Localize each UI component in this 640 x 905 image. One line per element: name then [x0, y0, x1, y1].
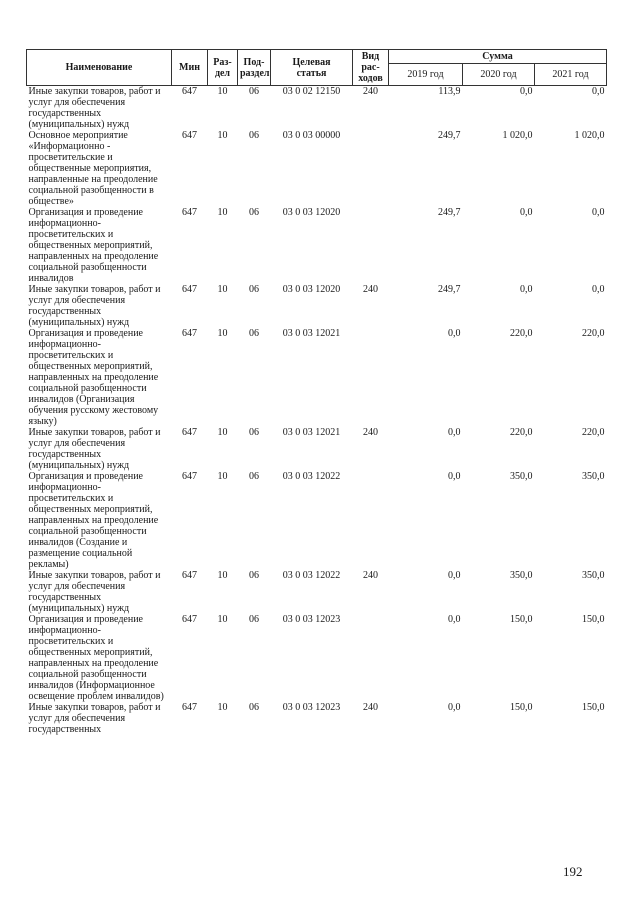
- budget-table: [26, 49, 607, 735]
- row-vid: [353, 614, 389, 702]
- row-min: 647: [182, 86, 197, 97]
- row-min: 647: [182, 284, 197, 295]
- row-name: Организация и проведение информационно-просветительских и общественных мероприятий, направленных на преодоление социальной разобщенности инвалидов (Информационное освещение проблем инвалидов): [28, 614, 164, 702]
- table-row: [27, 570, 607, 614]
- row-podrazdel: 06: [249, 570, 259, 581]
- row-min: 647: [182, 328, 197, 339]
- row-vid: 240: [363, 427, 378, 438]
- row-amount-2019: 249,7: [438, 207, 461, 218]
- row-amount-2019: 0,0: [448, 471, 461, 482]
- header-target: Целевая статья: [271, 50, 353, 86]
- row-amount-2021: 0,0: [592, 86, 605, 97]
- row-razdel: 10: [217, 702, 228, 713]
- row-amount-2020: 0,0: [520, 207, 533, 218]
- row-amount-2020: 150,0: [510, 614, 533, 625]
- page-number: 192: [563, 864, 583, 879]
- row-amount-2021: 0,0: [592, 207, 605, 218]
- row-name: Иные закупки товаров, работ и услуг для обеспечения государственных (муниципальных) нужд: [28, 427, 161, 471]
- row-vid: [353, 130, 389, 207]
- row-target: 03 0 03 12022: [282, 570, 341, 581]
- row-name: Основное мероприятие «Информационно - просветительские и общественные мероприятия, направленные на преодоление социальной разобщенности в обществе»: [28, 130, 158, 207]
- row-podrazdel: 06: [249, 284, 259, 295]
- row-name: Иные закупки товаров, работ и услуг для обеспечения государственных: [28, 702, 161, 735]
- row-amount-2020: 220,0: [510, 427, 533, 438]
- table-row: [27, 130, 607, 207]
- row-target: 03 0 03 12023: [282, 702, 341, 713]
- row-amount-2019: 0,0: [448, 427, 461, 438]
- row-razdel: 10: [217, 427, 228, 438]
- row-amount-2019: 0,0: [448, 702, 461, 713]
- header-razdel: Раз- дел: [208, 50, 238, 86]
- row-podrazdel: 06: [249, 614, 259, 625]
- header-vid: Вид рас- ходов: [353, 50, 389, 86]
- row-target: 03 0 03 12023: [282, 614, 341, 625]
- row-amount-2019: 113,9: [438, 86, 461, 97]
- table-body: [27, 86, 607, 736]
- row-min: 647: [182, 207, 197, 218]
- row-amount-2020: 350,0: [510, 570, 533, 581]
- row-amount-2020: 350,0: [510, 471, 533, 482]
- row-name: Организация и проведение информационно-просветительских и общественных мероприятий, направленных на преодоление социальной разобщенности инвалидов: [28, 207, 159, 284]
- row-razdel: 10: [217, 471, 228, 482]
- row-name: Иные закупки товаров, работ и услуг для обеспечения государственных (муниципальных) нужд: [28, 284, 161, 328]
- row-vid: 240: [363, 570, 378, 581]
- row-target: 03 0 02 12150: [282, 86, 341, 97]
- row-target: 03 0 03 00000: [282, 130, 341, 141]
- row-target: 03 0 03 12022: [282, 471, 341, 482]
- table-row: [27, 284, 607, 328]
- row-vid: [353, 471, 389, 570]
- row-target: 03 0 03 12021: [282, 427, 341, 438]
- table-row: [27, 328, 607, 427]
- row-min: 647: [182, 427, 197, 438]
- row-vid: [353, 328, 389, 427]
- row-vid: 240: [363, 284, 378, 295]
- row-amount-2021: 150,0: [582, 614, 605, 625]
- row-amount-2020: 0,0: [520, 86, 533, 97]
- header-min: Мин: [172, 50, 208, 86]
- row-target: 03 0 03 12021: [282, 328, 341, 339]
- row-target: 03 0 03 12020: [282, 284, 341, 295]
- row-name: Иные закупки товаров, работ и услуг для обеспечения государственных (муниципальных) нужд: [28, 86, 161, 130]
- header-name: Наименование: [27, 50, 172, 86]
- row-amount-2021: 150,0: [582, 702, 605, 713]
- header-year-2021: 2021 год: [535, 64, 607, 86]
- row-min: 647: [182, 130, 197, 141]
- row-podrazdel: 06: [249, 328, 259, 339]
- row-amount-2020: 220,0: [510, 328, 533, 339]
- row-podrazdel: 06: [249, 86, 259, 97]
- row-amount-2019: 0,0: [448, 328, 461, 339]
- table-row: [27, 614, 607, 702]
- header-year-2019: 2019 год: [389, 64, 463, 86]
- row-amount-2019: 0,0: [448, 570, 461, 581]
- header-year-2020: 2020 год: [463, 64, 535, 86]
- table-row: [27, 702, 607, 735]
- row-vid: 240: [363, 702, 378, 713]
- row-razdel: 10: [217, 130, 228, 141]
- row-amount-2020: 0,0: [520, 284, 533, 295]
- row-amount-2020: 150,0: [510, 702, 533, 713]
- row-amount-2019: 249,7: [438, 130, 461, 141]
- row-amount-2021: 220,0: [582, 427, 605, 438]
- row-amount-2021: 1 020,0: [574, 130, 605, 141]
- row-amount-2020: 1 020,0: [502, 130, 533, 141]
- row-podrazdel: 06: [249, 471, 259, 482]
- row-razdel: 10: [217, 284, 228, 295]
- row-podrazdel: 06: [249, 702, 259, 713]
- table-row: [27, 207, 607, 284]
- row-min: 647: [182, 570, 197, 581]
- row-min: 647: [182, 614, 197, 625]
- row-min: 647: [182, 702, 197, 713]
- row-name: Организация и проведение информационно-просветительских и общественных мероприятий, направленных на преодоление социальной разобщенности инвалидов (Организация обучения русскому жестовому языку): [28, 328, 159, 427]
- row-razdel: 10: [217, 328, 228, 339]
- row-razdel: 10: [217, 86, 228, 97]
- row-amount-2021: 350,0: [582, 570, 605, 581]
- table-row: [27, 471, 607, 570]
- header-podrazdel: Под- раздел: [238, 50, 271, 86]
- row-name: Организация и проведение информационно-просветительских и общественных мероприятий, направленных на преодоление социальной разобщенности инвалидов (Создание и размещение социальной рекламы): [28, 471, 159, 570]
- row-target: 03 0 03 12020: [282, 207, 341, 218]
- row-amount-2021: 220,0: [582, 328, 605, 339]
- row-amount-2019: 249,7: [438, 284, 461, 295]
- row-razdel: 10: [217, 570, 228, 581]
- row-podrazdel: 06: [249, 130, 259, 141]
- row-amount-2021: 350,0: [582, 471, 605, 482]
- table-row: [27, 86, 607, 131]
- row-razdel: 10: [217, 207, 228, 218]
- row-vid: [353, 207, 389, 284]
- row-podrazdel: 06: [249, 207, 259, 218]
- row-vid: 240: [363, 86, 378, 97]
- row-min: 647: [182, 471, 197, 482]
- table-header: [27, 50, 607, 86]
- table-row: [27, 427, 607, 471]
- row-podrazdel: 06: [249, 427, 259, 438]
- row-amount-2021: 0,0: [592, 284, 605, 295]
- row-amount-2019: 0,0: [448, 614, 461, 625]
- row-razdel: 10: [217, 614, 228, 625]
- header-sum: Сумма: [389, 50, 607, 64]
- row-name: Иные закупки товаров, работ и услуг для обеспечения государственных (муниципальных) нужд: [28, 570, 161, 614]
